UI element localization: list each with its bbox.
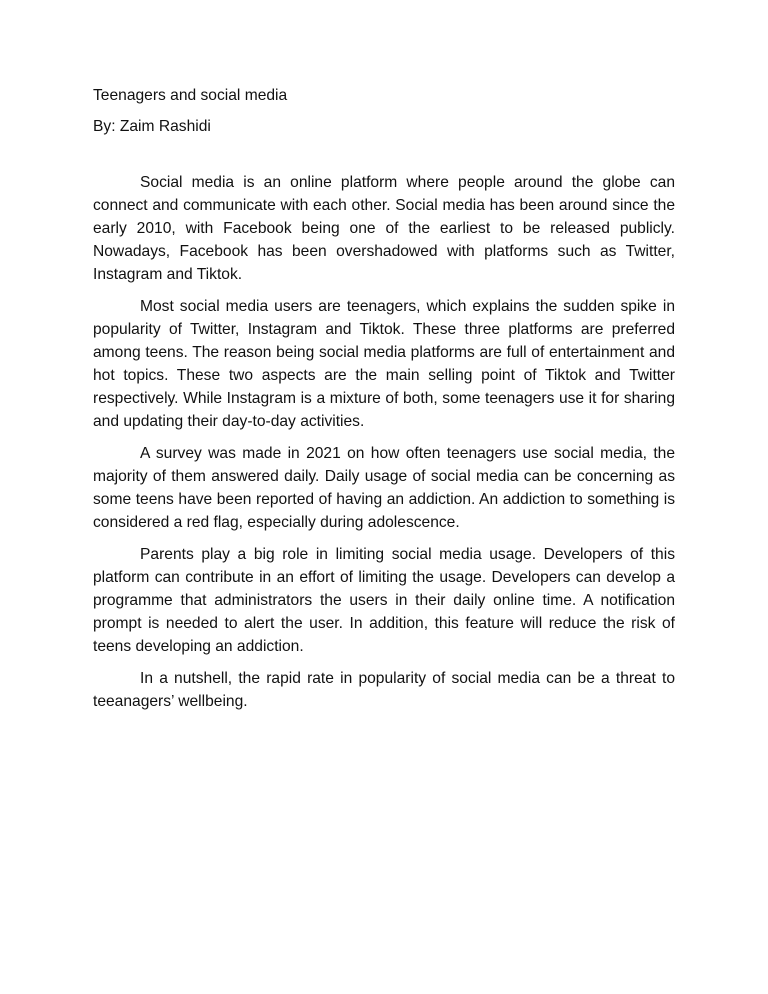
paragraph-survey: A survey was made in 2021 on how often teenagers use social media, the majority of them answered daily. Daily usage of social media can be concerning as some teens have been reported of having an addiction. An addiction to something is considered a red flag, especially during adolescence. (93, 445, 675, 531)
document-page (93, 85, 675, 722)
paragraph-intro: Social media is an online platform where people around the globe can connect and communicate with each other. Social media has been around since the early 2010, with Facebook being one of the earliest to be released publicly. Nowadays, Facebook has been overshadowed with platforms such as Twitter, Instagram and Tiktok. (93, 174, 675, 283)
document-body (93, 171, 675, 713)
document-author: By: Zaim Rashidi (93, 118, 211, 135)
paragraph-parents: Parents play a big role in limiting social media usage. Developers of this platform can contribute in an effort of limiting the usage. Developers can develop a programme that administrators the users in their daily online time. A notification prompt is needed to alert the user. In addition, this feature will reduce the risk of teens developing an addiction. (93, 546, 675, 655)
paragraph-conclusion: In a nutshell, the rapid rate in popularity of social media can be a threat to teeanagers’ wellbeing. (93, 670, 675, 710)
paragraph-teen-users: Most social media users are teenagers, which explains the sudden spike in popularity of Twitter, Instagram and Tiktok. These three platforms are preferred among teens. The reason being social media platforms are full of entertainment and hot topics. These two aspects are the main selling point of Tiktok and Twitter respectively. While Instagram is a mixture of both, some teenagers use it for sharing and updating their day-to-day activities. (93, 298, 675, 430)
document-title: Teenagers and social media (93, 87, 288, 104)
